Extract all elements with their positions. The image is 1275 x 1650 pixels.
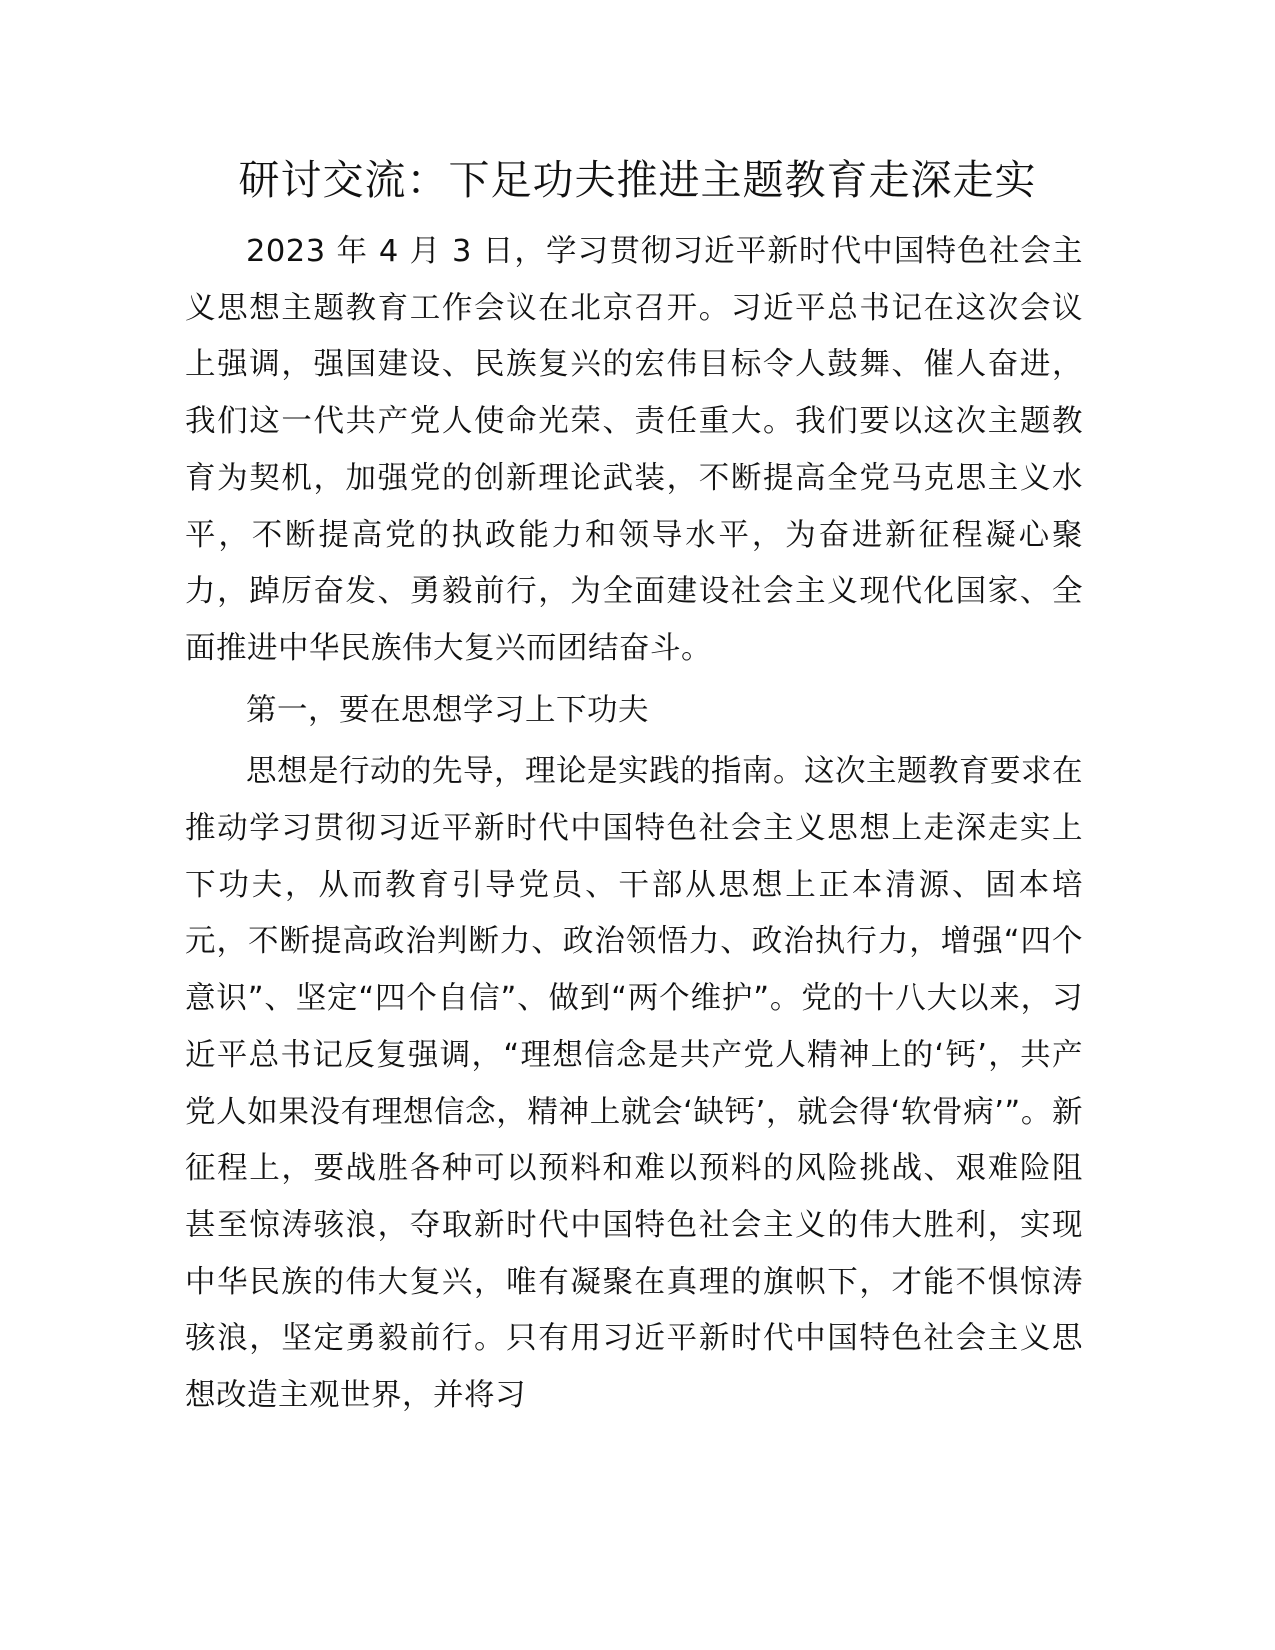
section-heading-first: 第一，要在思想学习上下功夫 [246, 692, 649, 728]
page-title: 研讨交流：下足功夫推进主题教育走深走实 [238, 156, 1037, 204]
document-body [185, 224, 1083, 1425]
paragraph-intro: 2023 年 4 月 3 日，学习贯彻习近平新时代中国特色社会主义思想主题教育工作会议在北京召开。习近平总书记在这次会议上强调，强国建设、民族复兴的宏伟目标令人鼓舞、催人奋进，我们这一代共产党人使命光荣、责任重大。我们要以这次主题教育为契机，加强党的创新理论武装，不断提高全党马克思主义水平，不断提高党的执政能力和领导水平，为奋进新征程凝心聚力，踔厉奋发、勇毅前行，为全面建设社会主义现代化国家、全面推进中华民族伟大复兴而团结奋斗。 [185, 234, 1083, 666]
paragraph-first-section: 思想是行动的先导，理论是实践的指南。这次主题教育要求在推动学习贯彻习近平新时代中国特色社会主义思想上走深走实上下功夫，从而教育引导党员、干部从思想上正本清源、固本培元，不断提高政治判断力、政治领悟力、政治执行力，增强“四个意识”、坚定“四个自信”、做到“两个维护”。党的十八大以来，习近平总书记反复强调，“理想信念是共产党人精神上的‘钙’，共产党人如果没有理想信念，精神上就会‘缺钙’，就会得‘软骨病’”。新征程上，要战胜各种可以预料和难以预料的风险挑战、艰难险阻甚至惊涛骇浪，夺取新时代中国特色社会主义的伟大胜利，实现中华民族的伟大复兴，唯有凝聚在真理的旗帜下，才能不惧惊涛骇浪，坚定勇毅前行。只有用习近平新时代中国特色社会主义思想改造主观世界，并将习 [185, 754, 1083, 1414]
